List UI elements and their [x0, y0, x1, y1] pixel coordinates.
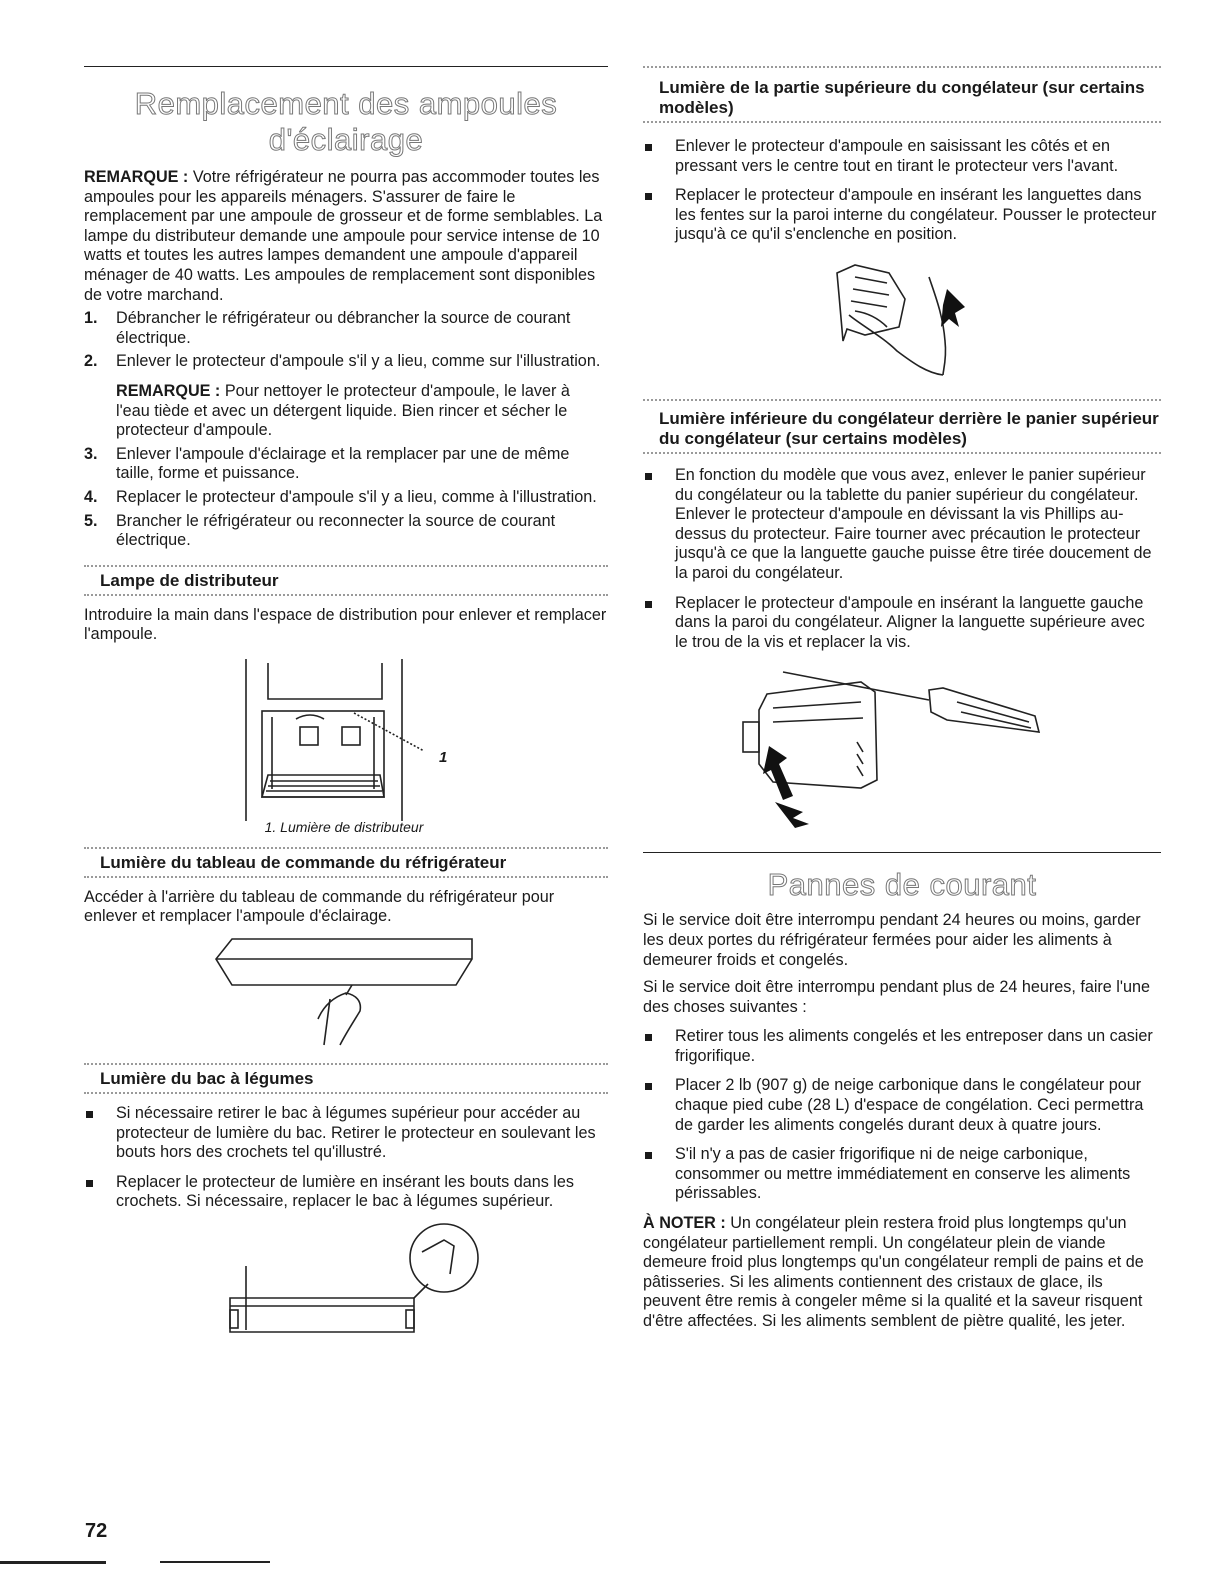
lower-bullets: [643, 466, 1161, 652]
steps-list: [84, 309, 608, 551]
control-illustration: [84, 935, 608, 1061]
crisper-heading: Lumière du bac à légumes: [100, 1069, 314, 1089]
step-item: 1. Débrancher le réfrigérateur ou débrancher la source de courant électrique.: [84, 309, 571, 347]
step-note: REMARQUE : Pour nettoyer le protecteur d'ampoule, le laver à l'eau tiède et avec un détergent liquide. Bien rincer et sécher le protecteur d'ampoule.: [116, 381, 570, 440]
dotted-rule: [84, 1092, 608, 1094]
list-item: Placer 2 lb (907 g) de neige carbonique dans le congélateur pour chaque pied cube (28 L) d'espace de congélation. Ceci permettra de garder les aliments congelés durant deux à quatre jours.: [643, 1076, 1161, 1135]
dotted-rule: [643, 452, 1161, 454]
note-text: Un congélateur plein restera froid plus longtemps qu'un congélateur partiellement rempli. Un congélateur plein de viande demeure froid plus longtemps qu'un congélateur rempli de pains et de pâtisseries. Si les aliments contiennent des cristaux de glace, ils peuvent être remis à congeler même si la qualité et la saveur risquent d'être affectées. Si les aliments semblent de piètre qualité, les jeter.: [643, 1214, 1144, 1330]
crisper-illustration: [84, 1222, 608, 1348]
figure-caption: 1. Lumière de distributeur: [264, 818, 424, 835]
footer-bar: [0, 1561, 106, 1564]
dispenser-drawing: [84, 659, 608, 835]
upper-illustration: [643, 255, 1161, 387]
upper-drawing: [643, 255, 1161, 387]
section-title-bulbs: Remplacement des ampoules d'éclairage: [134, 86, 558, 157]
control-heading: Lumière du tableau de commande du réfrigérateur: [100, 852, 507, 872]
step-item: 5. Brancher le réfrigérateur ou reconnecter la source de courant électrique.: [84, 511, 556, 550]
dotted-rule: [84, 594, 608, 596]
crisper-bullets: [84, 1104, 608, 1212]
power-paragraph: Si le service doit être interrompu pendant 24 heures ou moins, garder les deux portes du réfrigérateur fermées pour aider les aliments à demeurer froids et congelés.: [643, 911, 1141, 969]
page-number: 72: [85, 1520, 108, 1542]
callout-number: 1: [439, 748, 448, 766]
list-item: Replacer le protecteur d'ampoule en insérant les languettes dans les fentes sur la paroi interne du congélateur. Pousser le protecteur jusqu'à ce qu'il s'enclenche en position.: [643, 186, 1161, 245]
list-item: En fonction du modèle que vous avez, enlever le panier supérieur du congélateur ou la tablette du panier supérieur du congélateur. Enlever le protecteur d'ampoule en dévissant la vis Phillips au-dessus du protecteur. Faire tourner avec précaution le protecteur jusqu'à ce que la languette gauche puisse être tirée doucement de la paroi du congélateur.: [643, 466, 1161, 584]
step-item: 2. Enlever le protecteur d'ampoule s'il y a lieu, comme sur l'illustration. REMARQUE : Pour nettoyer le protecteur d'ampoule, le laver à l'eau tiède et avec un détergent liquide. Bien rincer et sécher le protecteur d'ampoule.: [84, 352, 608, 440]
section-rule: [643, 852, 1161, 853]
list-item: Retirer tous les aliments congelés et les entreposer dans un casier frigorifique.: [643, 1027, 1161, 1066]
list-item: Si nécessaire retirer le bac à légumes supérieur pour accéder au protecteur de lumière du bac. Retirer le protecteur en soulevant les bouts hors des crochets tel qu'illustré.: [84, 1104, 608, 1163]
lower-drawing: [643, 662, 1161, 830]
lower-illustration: [643, 662, 1161, 830]
dispenser-text: Introduire la main dans l'espace de distribution pour enlever et remplacer l'ampoule.: [84, 605, 607, 644]
right-column: [643, 66, 1161, 1332]
control-drawing: [84, 935, 608, 1061]
note-label: À NOTER :: [643, 1214, 726, 1233]
list-item: S'il n'y a pas de casier frigorifique ni de neige carbonique, consommer ou mettre immédiatement en conserve les aliments périssables.: [643, 1145, 1161, 1204]
list-item: Replacer le protecteur de lumière en insérant les bouts dans les crochets. Si nécessaire, replacer le bac à légumes supérieur.: [84, 1173, 608, 1212]
crisper-drawing: [84, 1222, 608, 1348]
upper-bullets: [643, 137, 1161, 245]
power-bullets: [643, 1027, 1161, 1204]
section-title-power: Pannes de courant: [767, 867, 1037, 903]
power-paragraph: Si le service doit être interrompu pendant plus de 24 heures, faire l'une des choses suivantes :: [643, 978, 1150, 1016]
left-column: [84, 66, 608, 1348]
footer-bar: [160, 1561, 270, 1563]
step-item: 3. Enlever l'ampoule d'éclairage et la remplacer par une de même taille, forme et puissance.: [84, 444, 570, 483]
list-item: Enlever le protecteur d'ampoule en saisissant les côtés et en pressant vers le centre tout en tirant le protecteur vers l'avant.: [643, 137, 1161, 176]
intro-note: [84, 168, 608, 305]
upper-freezer-heading: Lumière de la partie supérieure du congélateur (sur certains modèles): [659, 78, 1145, 117]
note-label: REMARQUE :: [84, 168, 189, 186]
dispenser-illustration: [84, 659, 608, 835]
list-item: Replacer le protecteur d'ampoule en insérant la languette gauche dans la paroi du congélateur. Aligner la languette supérieure avec le trou de la vis et replacer la vis.: [643, 594, 1161, 653]
dotted-rule: [643, 121, 1161, 123]
dotted-rule: [84, 876, 608, 878]
note-text: Votre réfrigérateur ne pourra pas accommoder toutes les ampoules pour les appareils ménagers. S'assurer de faire le remplacement par une ampoule de grosseur et de forme semblables. La lampe du distributeur demande une ampoule pour service intense de 10 watts et toutes les autres lampes demandent une ampoule d'appareil ménager de 40 watts. Les ampoules de remplacement sont disponibles de votre marchand.: [84, 168, 603, 304]
lower-freezer-heading: Lumière inférieure du congélateur derrière le panier supérieur du congélateur (sur certains modèles): [659, 408, 1159, 448]
dispenser-heading: Lampe de distributeur: [100, 570, 279, 590]
freezer-note: [643, 1214, 1161, 1332]
step-item: 4. Replacer le protecteur d'ampoule s'il y a lieu, comme à l'illustration.: [84, 487, 597, 506]
control-text: Accéder à l'arrière du tableau de commande du réfrigérateur pour enlever et remplacer l'ampoule d'éclairage.: [84, 887, 555, 926]
section-rule: [84, 66, 608, 67]
